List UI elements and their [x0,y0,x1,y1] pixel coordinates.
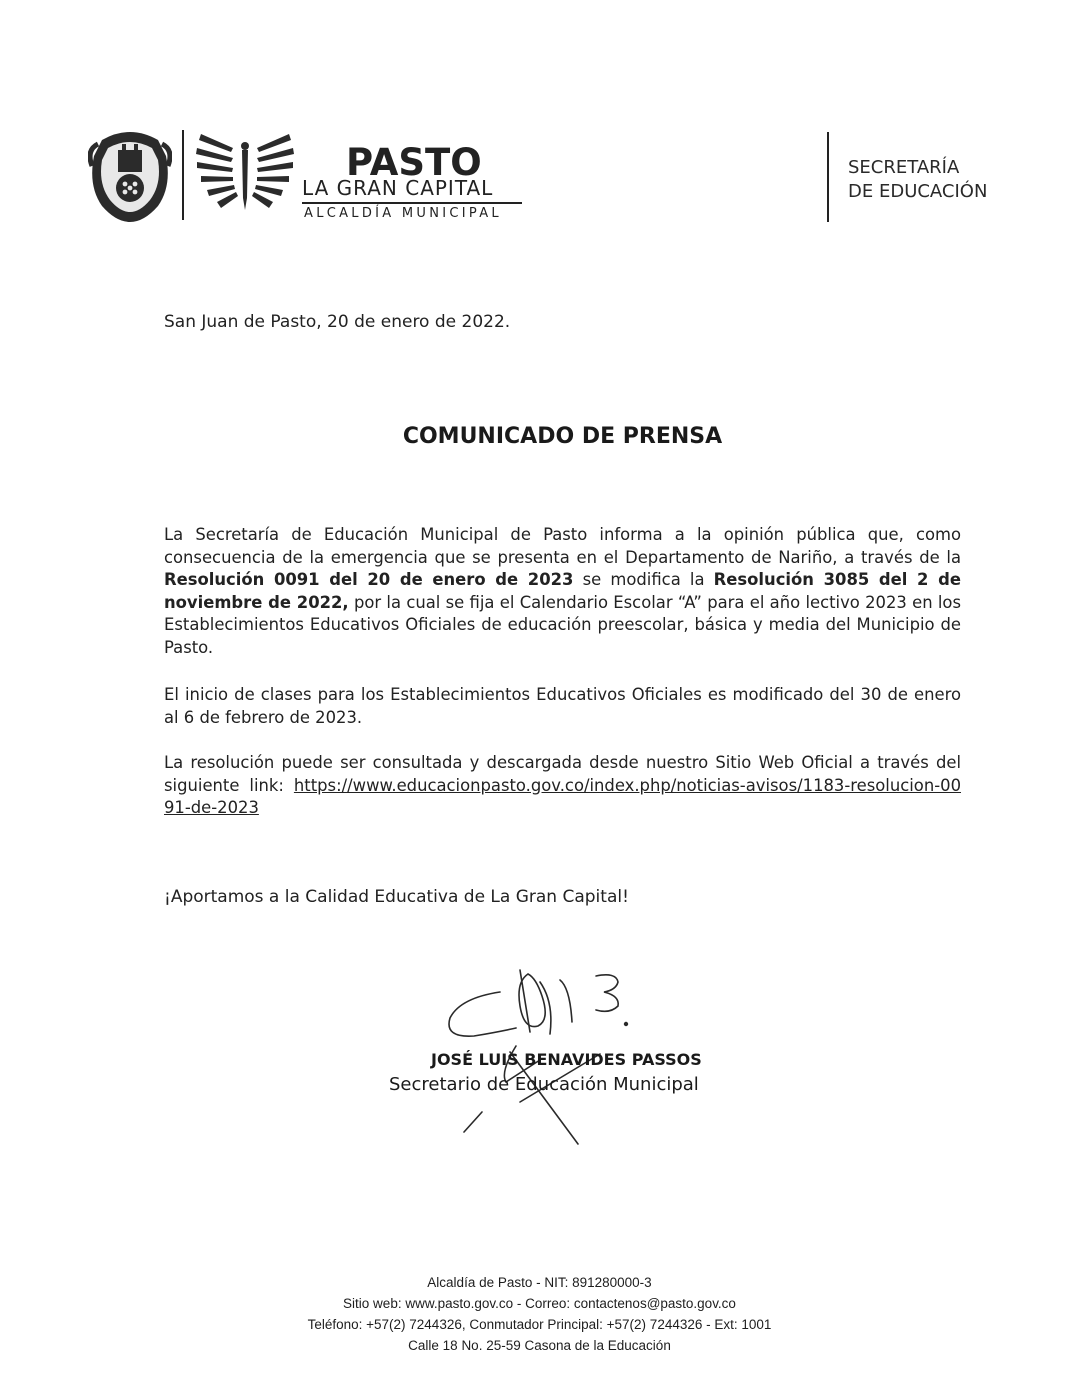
resolution-link[interactable]: https://www.educacionpasto.gov.co/index.php/noticias-avisos/1183-resolucion-0091-de-2023 [164,775,961,818]
brand-tagline: ALCALDÍA MUNICIPAL [304,206,502,221]
department-name [848,156,987,204]
footer [0,1272,1079,1356]
coat-of-arms-icon [88,126,172,224]
brand-subtitle: LA GRAN CAPITAL [302,176,494,200]
paragraph-3 [164,752,961,820]
signer-name: JOSÉ LUIS BENAVIDES PASSOS [431,1050,702,1069]
footer-line-4: Calle 18 No. 25-59 Casona de la Educación [408,1338,671,1353]
bird-wings-icon [193,128,297,214]
logo-divider [182,130,184,220]
paragraph-1-text-b: se modifica la [573,570,714,590]
paragraph-1-text-c: por la cual se fija el Calendario Escolar “A” para el año lectivo 2023 en los Establecimientos Educativos Oficiales de educación preescolar, básica y media del Municipio de Pasto. [164,592,962,657]
footer-line-2: Sitio web: www.pasto.gov.co - Correo: contactenos@pasto.gov.co [343,1296,736,1311]
department-line-1: SECRETARÍA [848,157,960,178]
document-title: COMUNICADO DE PRENSA [402,424,723,449]
paragraph-1-text-a: La Secretaría de Educación Municipal de Pasto informa a la opinión pública que, como consecuencia de la emergencia que se presenta en el Departamento de Nariño, a través de la [164,525,961,567]
paragraph-1 [164,524,961,660]
signer-title: Secretario de Educación Municipal [389,1074,699,1095]
paragraph-3-text: La resolución puede ser consultada y descargada desde nuestro Sitio Web Oficial a través del siguiente link: [164,753,961,795]
resolution-0091-ref: Resolución 0091 del 20 de enero de 2023 [164,570,574,590]
department-line-2: DE EDUCACIÓN [848,181,988,202]
footer-line-3: Teléfono: +57(2) 7244326, Conmutador Principal: +57(2) 7244326 - Ext: 1001 [307,1317,772,1332]
resolution-3085-ref: Resolución 3085 del 2 de noviembre de 2022, [164,570,961,612]
document-date: San Juan de Pasto, 20 de enero de 2022. [164,312,511,332]
header-divider [827,132,829,222]
slogan: ¡Aportamos a la Calidad Educativa de La Gran Capital! [164,887,629,907]
footer-line-1: Alcaldía de Pasto - NIT: 891280000-3 [427,1275,652,1290]
paragraph-2: El inicio de clases para los Establecimientos Educativos Oficiales es modificado del 30 de enero al 6 de febrero de 2023. [164,685,961,727]
brand-title: PASTO [346,141,482,184]
brand-divider [302,202,522,204]
